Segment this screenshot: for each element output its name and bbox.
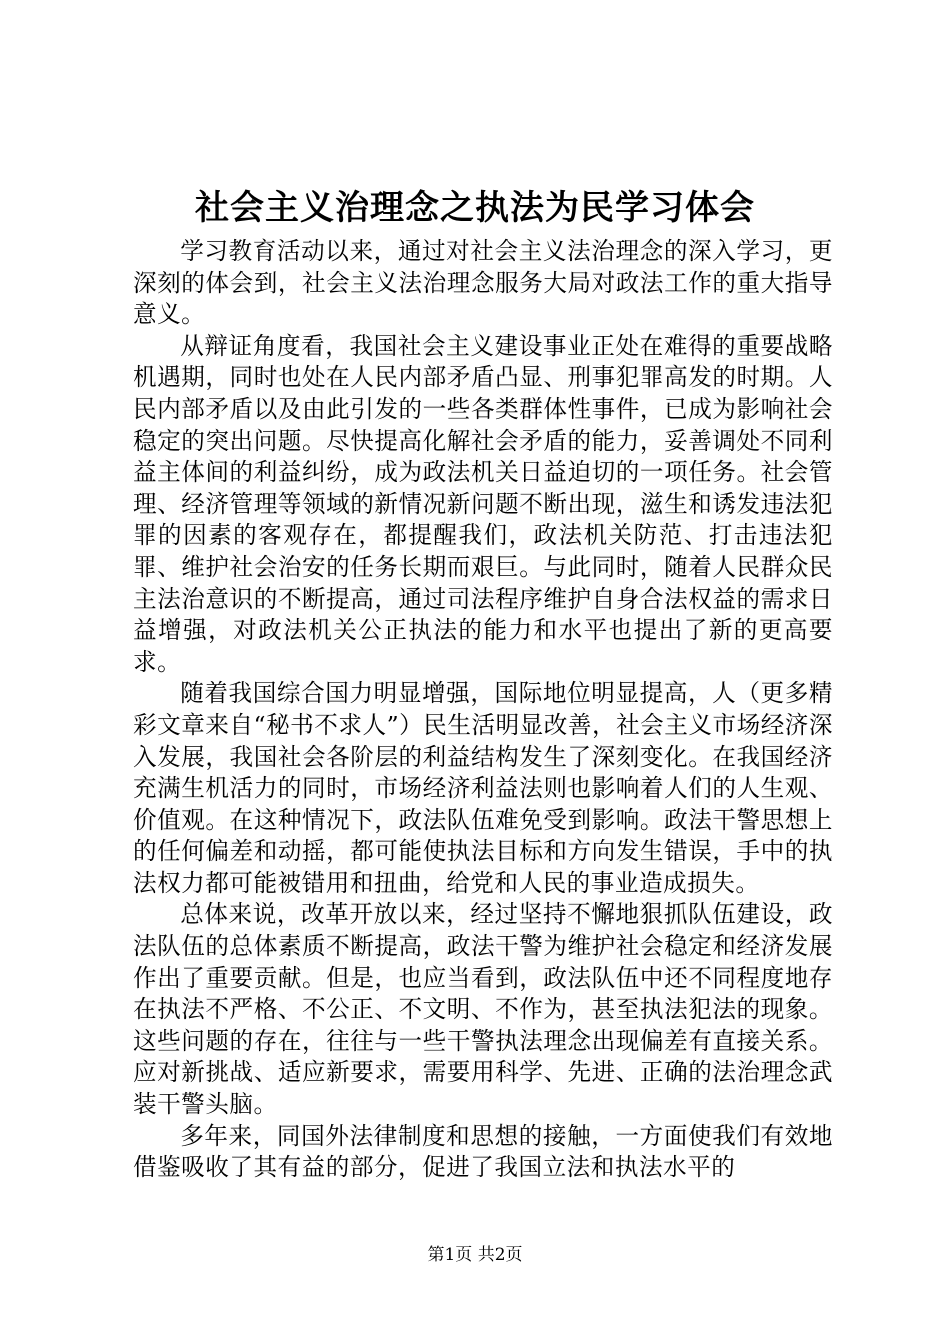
document-body <box>133 236 833 1184</box>
paragraph-4: 总体来说，改革开放以来，经过坚持不懈地狠抓队伍建设，政法队伍的总体素质不断提高，政法干警为维护社会稳定和经济发展作出了重要贡献。但是，也应当看到，政法队伍中还不同程度地存在执法不严格、不公正、不文明、不作为，甚至执法犯法的现象。这些问题的存在，往往与一些干警执法理念出现偏差有直接关系。应对新挑战、适应新要求，需要用科学、先进、正确的法治理念武装干警头脑。 <box>133 900 833 1119</box>
paragraph-5: 多年来，同国外法律制度和思想的接触，一方面使我们有效地借鉴吸收了其有益的部分，促进了我国立法和执法水平的 <box>133 1121 833 1182</box>
paragraph-1: 学习教育活动以来，通过对社会主义法治理念的深入学习，更深刻的体会到，社会主义法治理念服务大局对政法工作的重大指导意义。 <box>133 237 833 329</box>
paragraph-2: 从辩证角度看，我国社会主义建设事业正处在难得的重要战略机遇期，同时也处在人民内部矛盾凸显、刑事犯罪高发的时期。人民内部矛盾以及由此引发的一些各类群体性事件，已成为影响社会稳定的突出问题。尽快提高化解社会矛盾的能力，妥善调处不同利益主体间的利益纠纷，成为政法机关日益迫切的一项任务。社会管理、经济管理等领域的新情况新问题不断出现，滋生和诱发违法犯罪的因素的客观存在，都提醒我们，政法机关防范、打击违法犯罪、维护社会治安的任务长期而艰巨。与此同时，随着人民群众民主法治意识的不断提高，通过司法程序维护自身合法权益的需求日益增强，对政法机关公正执法的能力和水平也提出了新的更高要求。 <box>133 331 833 676</box>
page-footer <box>0 1244 950 1266</box>
document-title: 社会主义治理念之执法为民学习体会 <box>195 188 755 228</box>
paragraph-3: 随着我国综合国力明显增强，国际地位明显提高，人（更多精彩文章来自“秘书不求人”）民生活明显改善，社会主义市场经济深入发展，我国社会各阶层的利益结构发生了深刻变化。在我国经济充满生机活力的同时，市场经济利益法则也影响着人们的人生观、价值观。在这种情况下，政法队伍难免受到影响。政法干警思想上的任何偏差和动摇，都可能使执法目标和方向发生错误，手中的执法权力都可能被错用和扭曲，给党和人民的事业造成损失。 <box>133 679 833 897</box>
page-number-indicator: 第1页 共2页 <box>427 1245 523 1265</box>
